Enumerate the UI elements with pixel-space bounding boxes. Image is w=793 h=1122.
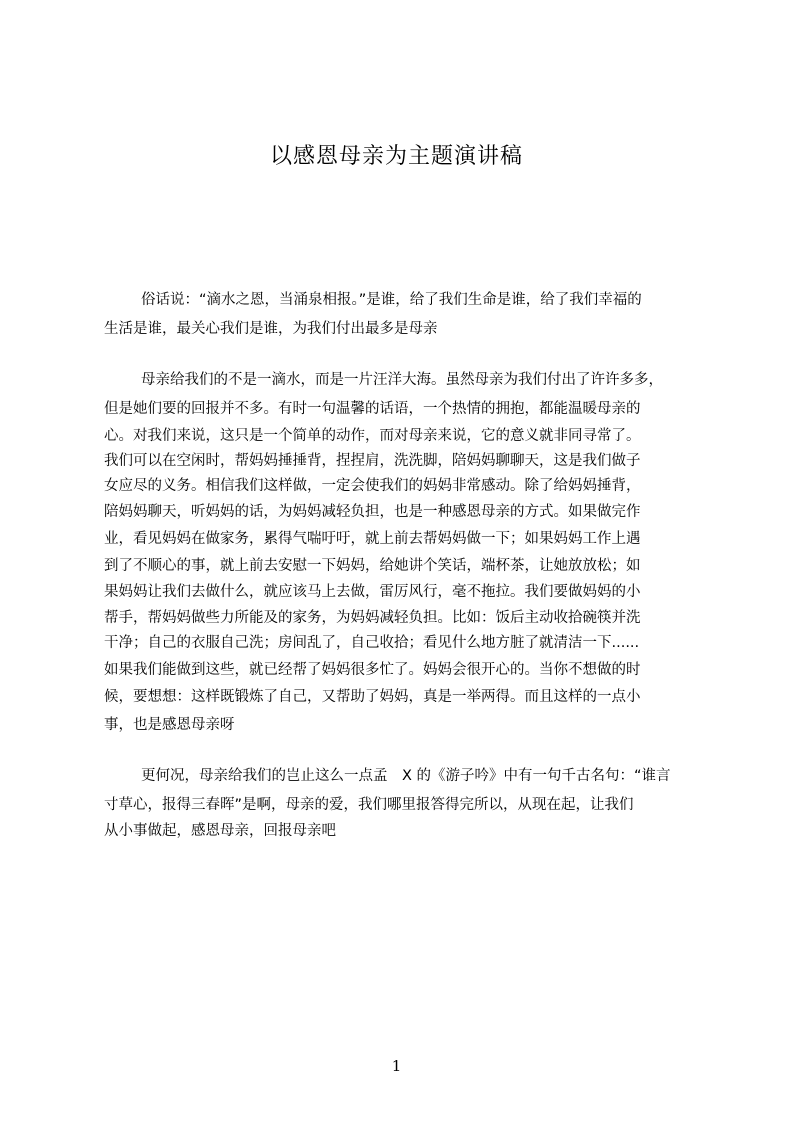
paragraph-2-line-13: 候，要想想：这样既锻炼了自己，又帮助了妈妈，真是一举两得。而且这样的一点小 — [104, 689, 641, 705]
paragraph-2-line-5: 女应尽的义务。相信我们这样做，一定会使我们的妈妈非常感动。除了给妈妈捶背， — [104, 478, 641, 494]
paragraph-1-line-1: 俗话说：“滴水之恩，当涌泉相报。”是谁，给了我们生命是谁，给了我们幸福的 — [141, 292, 642, 308]
paragraph-2-line-6: 陪妈妈聊天，听妈妈的话，为妈妈减轻负担，也是一种感恩母亲的方式。如果做完作 — [104, 504, 641, 520]
paragraph-2-line-8: 到了不顺心的事，就上前去安慰一下妈妈，给她讲个笑话，端杯茶，让她放放松；如 — [104, 558, 641, 574]
document-title: 以感恩母亲为主题演讲稿 — [269, 144, 523, 169]
paragraph-2-line-2: 但是她们要的回报并不多。有时一句温馨的话语，一个热情的拥抱，都能温暖母亲的 — [104, 401, 641, 417]
paragraph-2-line-11: 干净；自己的衣服自己洗；房间乱了，自己收拾；看见什么地方脏了就清洁一下...... — [104, 635, 640, 651]
paragraph-2-line-9: 果妈妈让我们去做什么，就应该马上去做，雷厉风行，毫不拖拉。我们要做妈妈的小 — [104, 584, 641, 600]
paragraph-3-line-3: 从小事做起，感恩母亲，回报母亲吧 — [104, 823, 336, 839]
paragraph-2-line-10: 帮手，帮妈妈做些力所能及的家务，为妈妈减轻负担。比如：饭后主动收拾碗筷并洗 — [104, 610, 641, 626]
paragraph-3-line-2: 寸草心，报得三春晖”是啊，母亲的爱，我们哪里报答得完所以，从现在起，让我们 — [104, 797, 634, 813]
page-number: 1 — [391, 1057, 402, 1075]
paragraph-2-line-3: 心。对我们来说，这只是一个简单的动作，而对母亲来说，它的意义就非同寻常了。 — [104, 428, 641, 444]
paragraph-1-line-2: 生活是谁，最关心我们是谁，为我们付出最多是母亲 — [104, 321, 438, 337]
paragraph-2-line-14: 事，也是感恩母亲呀 — [104, 717, 235, 733]
paragraph-2-line-7: 业，看见妈妈在做家务，累得气喘吁吁，就上前去帮妈妈做一下；如果妈妈工作上遇 — [104, 531, 641, 547]
paragraph-2-line-12: 如果我们能做到这些，就已经帮了妈妈很多忙了。妈妈会很开心的。当你不想做的时 — [104, 662, 641, 678]
paragraph-2-line-1: 母亲给我们的不是一滴水，而是一片汪洋大海。虽然母亲为我们付出了许许多多， — [141, 372, 663, 388]
paragraph-2-line-4: 我们可以在空闲时，帮妈妈捶捶背，捏捏肩，洗洗脚，陪妈妈聊聊天，这是我们做子 — [104, 453, 641, 469]
paragraph-3-line-1: 更何况，母亲给我们的岂止这么一点孟 X 的《游子吟》中有一句千古名句：“谁言 — [141, 768, 671, 784]
